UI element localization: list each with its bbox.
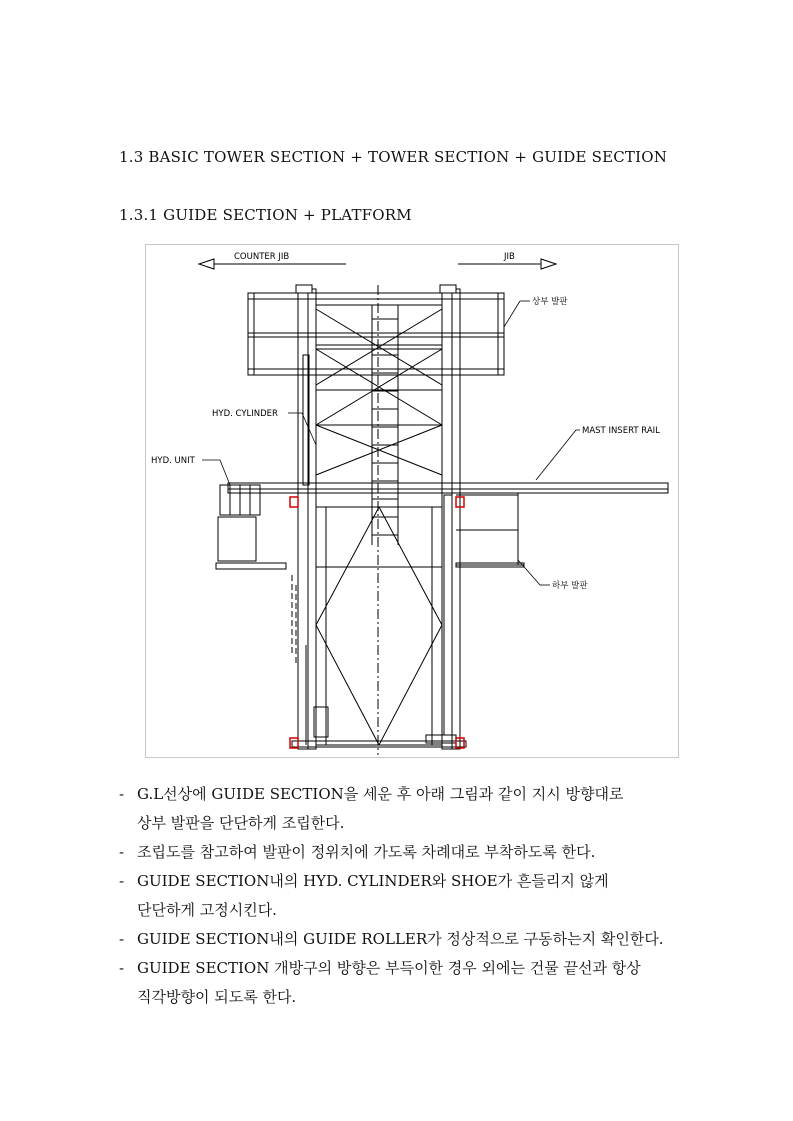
subsection-heading: 1.3.1 GUIDE SECTION + PLATFORM [119, 206, 412, 224]
bullet-text: G.L선상에 GUIDE SECTION을 세운 후 아래 그림과 같이 지시 방향대로 [137, 785, 624, 803]
counter-jib-label: COUNTER JIB [234, 252, 290, 262]
upper-platform-label: 상부 발판 [532, 297, 568, 307]
bullet-dash: - [119, 959, 125, 977]
bullet-text: GUIDE SECTION내의 HYD. CYLINDER와 SHOE가 흔들리지 않게 [137, 872, 609, 890]
bullet-dash: - [119, 872, 125, 890]
bullet-dash: - [119, 843, 125, 861]
list-item [119, 954, 719, 1012]
instruction-list [119, 780, 719, 1012]
guide-section-drawing [145, 244, 679, 758]
bullet-dash: - [119, 785, 125, 803]
bullet-dash: - [119, 930, 125, 948]
list-item [119, 838, 719, 867]
bullet-text-continued: 직각방향이 되도록 한다. [137, 988, 297, 1006]
bullet-text: 조립도를 참고하여 발판이 정위치에 가도록 차례대로 부착하도록 한다. [137, 843, 596, 861]
list-item [119, 925, 719, 954]
mast-insert-rail-label: MAST INSERT RAIL [582, 426, 660, 436]
list-item [119, 867, 719, 925]
jib-label: JIB [504, 252, 515, 262]
section-heading: 1.3 BASIC TOWER SECTION + TOWER SECTION + GUIDE SECTION [119, 148, 668, 166]
drawing-svg [146, 245, 680, 759]
bullet-text-continued: 상부 발판을 단단하게 조립한다. [137, 814, 345, 832]
hyd-cylinder-label: HYD. CYLINDER [212, 409, 278, 419]
bullet-text: GUIDE SECTION내의 GUIDE ROLLER가 정상적으로 구동하는지 확인한다. [137, 930, 664, 948]
leaders [202, 301, 580, 585]
lower-platform-label: 하부 발판 [552, 581, 588, 591]
structure [216, 285, 668, 755]
list-item [119, 780, 719, 838]
bullet-text-continued: 단단하게 고정시킨다. [137, 901, 277, 919]
bullet-text: GUIDE SECTION 개방구의 방향은 부득이한 경우 외에는 건물 끝선과 항상 [137, 959, 641, 977]
hyd-unit-label: HYD. UNIT [151, 456, 195, 466]
